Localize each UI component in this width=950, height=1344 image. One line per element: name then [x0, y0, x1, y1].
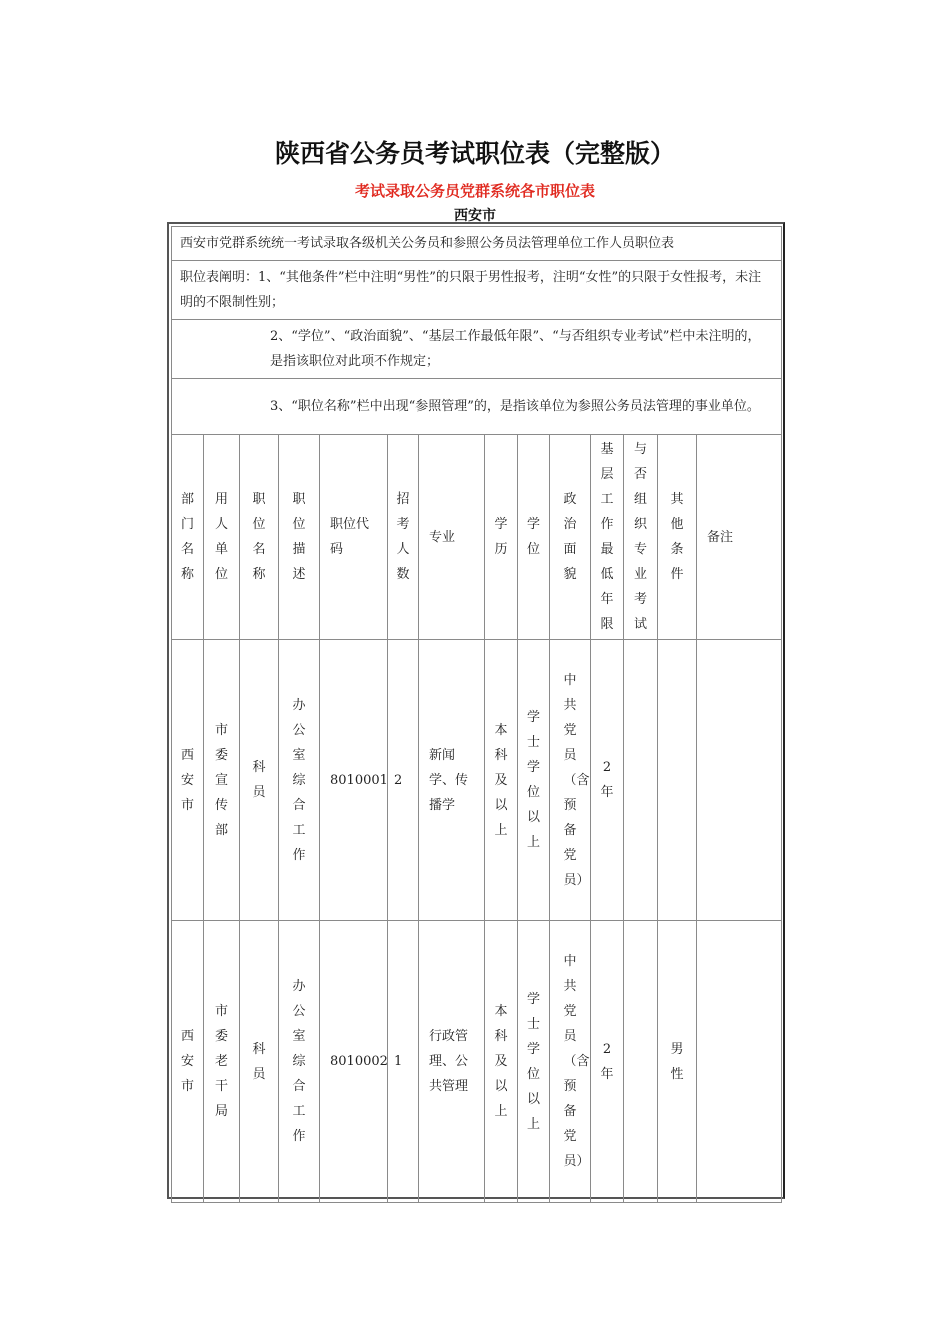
- cell-desc: 办公室综合工作: [279, 640, 320, 921]
- cell-major: 行政管理、公共管理: [419, 921, 485, 1203]
- cell-dept: 西安市: [172, 640, 204, 921]
- cell-remark: [697, 921, 782, 1203]
- cell-years: 2年: [591, 640, 624, 921]
- table-row: [172, 921, 782, 1203]
- city-heading: 西安市: [454, 208, 496, 224]
- cell-exam: [624, 921, 658, 1203]
- table-title-cell: 西安市党群系统统一考试录取各级机关公务员和参照公务员法管理单位工作人员职位表: [172, 227, 782, 261]
- cell-code: 8010001: [320, 640, 388, 921]
- job-table: [171, 226, 782, 1203]
- cell-edu: 本科及以上: [485, 640, 518, 921]
- cell-other: [658, 640, 697, 921]
- col-header-edu: 学历: [485, 435, 518, 640]
- cell-count: 1: [388, 921, 419, 1203]
- header-row: [172, 435, 782, 640]
- cell-political: 中共党员（含预备党员）: [550, 921, 591, 1203]
- col-header-political: 政治面貌: [550, 435, 591, 640]
- cell-political: 中共党员（含预备党员）: [550, 640, 591, 921]
- col-header-major: 专业: [419, 435, 485, 640]
- cell-other: 男性: [658, 921, 697, 1203]
- cell-exam: [624, 640, 658, 921]
- note-1: 职位表阐明：1、“其他条件”栏中注明“男性”的只限于男性报考，注明“女性”的只限于女性报考，未注明的不限制性别；: [172, 261, 782, 320]
- cell-degree: 学士学位以上: [518, 640, 550, 921]
- cell-years: 2年: [591, 921, 624, 1203]
- cell-desc: 办公室综合工作: [279, 921, 320, 1203]
- cell-unit: 市委老干局: [204, 921, 240, 1203]
- cell-edu: 本科及以上: [485, 921, 518, 1203]
- cell-degree: 学士学位以上: [518, 921, 550, 1203]
- cell-unit: 市委宣传部: [204, 640, 240, 921]
- cell-major: 新闻学、传播学: [419, 640, 485, 921]
- col-header-years: 基层工作最低年限: [591, 435, 624, 640]
- col-header-remark: 备注: [697, 435, 782, 640]
- col-header-name: 职位名称: [240, 435, 279, 640]
- col-header-degree: 学位: [518, 435, 550, 640]
- cell-name: 科员: [240, 640, 279, 921]
- job-table-frame: [167, 222, 785, 1199]
- cell-count: 2: [388, 640, 419, 921]
- col-header-count: 招考人数: [388, 435, 419, 640]
- col-header-code: 职位代码: [320, 435, 388, 640]
- col-header-other: 其他条件: [658, 435, 697, 640]
- note-2: 2、“学位”、“政治面貌”、“基层工作最低年限”、“与否组织专业考试”栏中未注明的，是指该职位对此项不作规定；: [172, 320, 782, 379]
- col-header-dept: 部门名称: [172, 435, 204, 640]
- note-3: 3、“职位名称”栏中出现“参照管理”的，是指该单位为参照公务员法管理的事业单位。: [172, 379, 782, 435]
- col-header-desc: 职位描述: [279, 435, 320, 640]
- page-subtitle: 考试录取公务员党群系统各市职位表: [354, 182, 595, 200]
- table-row: [172, 640, 782, 921]
- cell-remark: [697, 640, 782, 921]
- col-header-exam: 与否组织专业考试: [624, 435, 658, 640]
- cell-code: 8010002: [320, 921, 388, 1203]
- col-header-unit: 用人单位: [204, 435, 240, 640]
- cell-dept: 西安市: [172, 921, 204, 1203]
- cell-name: 科员: [240, 921, 279, 1203]
- page-title: 陕西省公务员考试职位表（完整版）: [274, 139, 675, 168]
